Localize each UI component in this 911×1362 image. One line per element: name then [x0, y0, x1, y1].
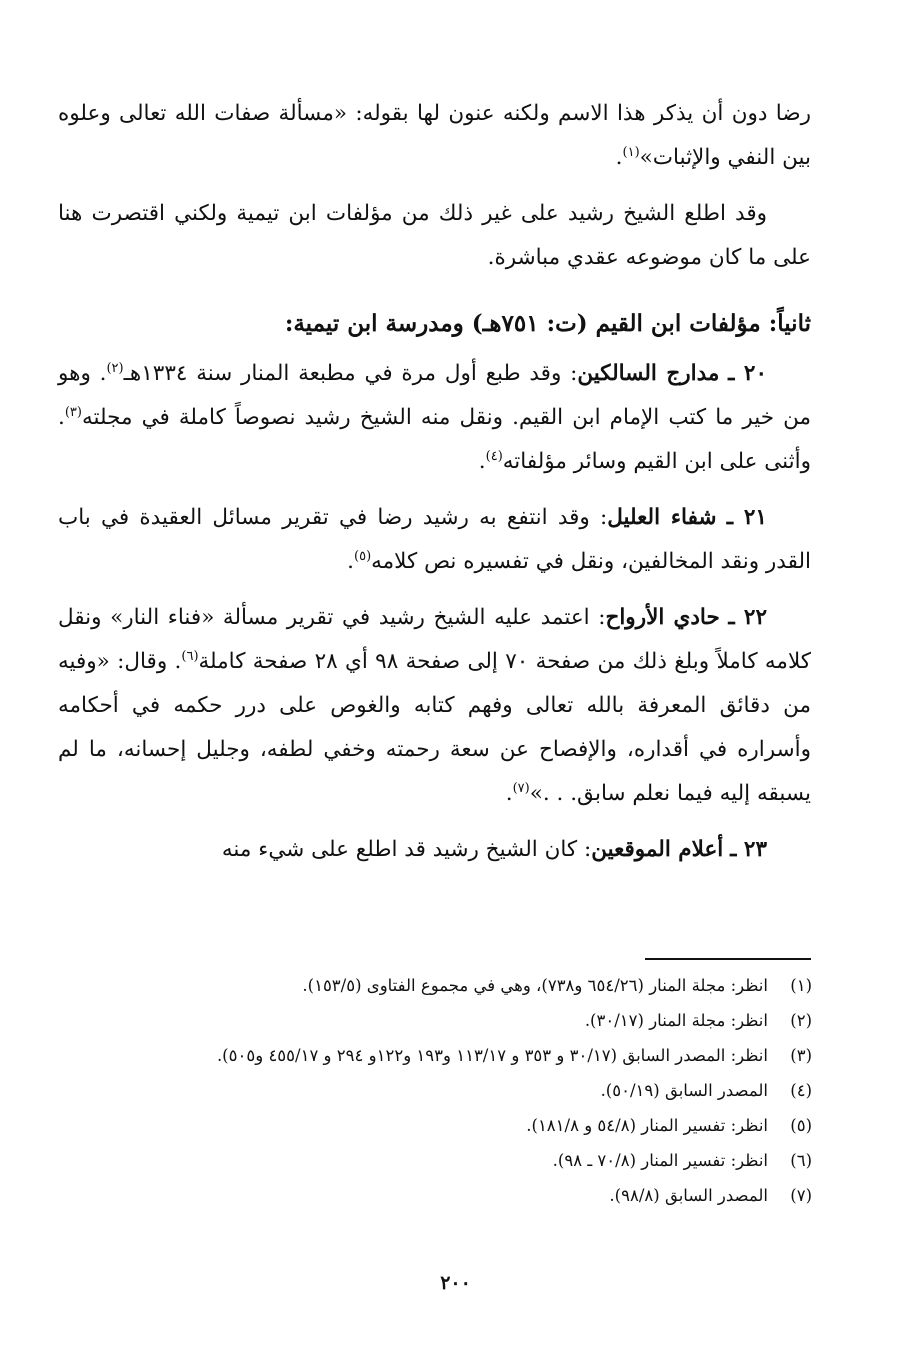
footnote-number: (٤): [790, 1081, 812, 1100]
item-21-text-1: : وقد انتفع به رشيد رضا في تقرير مسائل العقيدة في باب القدر ونقد المخالفين، ونقل في تفسيره نص كلامه: [58, 505, 811, 574]
paragraph-1-end: .: [615, 145, 623, 170]
list-item-21: [58, 496, 811, 584]
item-20-text-1: : وقد طبع أول مرة في مطبعة المنار سنة ١٣٣٤هـ: [123, 361, 578, 386]
item-22-text-3: .: [505, 781, 513, 806]
footnote-ref-4[interactable]: (٤): [485, 448, 503, 464]
footnote-number: (٧): [790, 1186, 812, 1205]
list-item-22: [58, 596, 811, 816]
footnote-number: (٦): [790, 1151, 812, 1170]
footnote-ref-7[interactable]: (٧): [512, 780, 530, 796]
footnote-2: [50, 1003, 812, 1038]
footnote-number: (٣): [790, 1046, 812, 1065]
item-20-text-3: . وأثنى على ابن القيم وسائر مؤلفاته: [58, 405, 811, 474]
item-21-number: ٢١ ـ: [726, 505, 767, 530]
item-22-text-1: : اعتمد عليه الشيخ رشيد في تقرير مسألة «فناء النار» ونقل كلامه كاملاً وبلغ ذلك من صفحة ٧٠ إلى صفحة ٩٨ أي ٢٨ صفحة كاملة: [58, 605, 812, 674]
item-22-number: ٢٢ ـ: [728, 605, 767, 630]
paragraph-1: [58, 92, 811, 180]
footnote-7: [50, 1178, 812, 1213]
item-23-text-1: : كان الشيخ رشيد قد اطلع على شيء منه: [221, 837, 592, 862]
footnote-number: (١): [790, 976, 812, 995]
item-20-text-2: . وهو من خير ما كتب الإمام ابن القيم. ونقل منه الشيخ رشيد نصوصاً كاملة في مجلته: [58, 361, 811, 430]
footnote-ref-6[interactable]: (٦): [181, 648, 199, 664]
footnote-text: انظر: مجلة المنار (٦٥٤/٢٦ و٧٣٨)، وهي في مجموع الفتاوى (١٥٣/٥).: [302, 976, 768, 995]
item-20-title: مدارج السالكين: [577, 361, 720, 386]
footnote-ref-2[interactable]: (٢): [106, 360, 124, 376]
main-text: [58, 92, 811, 884]
paragraph-1-text: رضا دون أن يذكر هذا الاسم ولكنه عنون لها بقوله: «مسألة صفات الله تعالى وعلوه بين النفي والإثبات»: [58, 101, 811, 170]
footnote-6: [50, 1143, 812, 1178]
footnote-ref-3[interactable]: (٣): [64, 404, 82, 420]
item-21-title: شفاء العليل: [607, 505, 717, 530]
item-22-title: حادي الأرواح: [605, 605, 720, 630]
paragraph-2: وقد اطلع الشيخ رشيد على غير ذلك من مؤلفات ابن تيمية ولكني اقتصرت هنا على ما كان موضوعه عقدي مباشرة.: [58, 201, 811, 270]
footnote-text: المصدر السابق (٥٠/١٩).: [600, 1081, 768, 1100]
footnote-4: [50, 1073, 812, 1108]
footnote-number: (٥): [790, 1116, 812, 1135]
footnote-number: (٢): [790, 1011, 812, 1030]
footnote-3: [50, 1038, 812, 1073]
footnote-text: انظر: تفسير المنار (٥٤/٨ و ١٨١/٨).: [526, 1116, 768, 1135]
item-23-title: أعلام الموقعين: [591, 837, 724, 862]
list-item-20: [58, 352, 811, 484]
item-20-number: ٢٠ ـ: [728, 361, 767, 386]
page-number: ٢٠٠: [440, 1272, 471, 1294]
footnote-1: [50, 968, 812, 1003]
footnote-ref-1[interactable]: (١): [622, 144, 640, 160]
footnotes: [50, 968, 812, 1213]
item-20-text-4: .: [478, 449, 486, 474]
footnote-text: انظر: المصدر السابق (٣٠/١٧ و ٣٥٣ و ١١٣/١٧ و١٩٣ و١٢٢و ٢٩٤ و ٤٥٥/١٧ و٥٠٥).: [216, 1046, 768, 1065]
item-22-text-2: . وقال: «وفيه من دقائق المعرفة بالله تعالى وفهم كتابه والغوص على درر حكمه في أحكامه وأسراره في أقداره، والإفصاح عن سعة رحمته وخفي لطفه، وجليل إحسانه، ما لم يسبقه إليه فيما نعلم سابق. . .»: [58, 649, 811, 806]
footnote-5: [50, 1108, 812, 1143]
list-item-23: [58, 828, 811, 872]
footnote-ref-5[interactable]: (٥): [354, 548, 372, 564]
section-heading: ثانياً: مؤلفات ابن القيم (ت: ٧٥١هـ) ومدرسة ابن تيمية:: [284, 310, 811, 337]
footnote-separator: [645, 958, 811, 960]
footnote-text: المصدر السابق (٩٨/٨).: [609, 1186, 768, 1205]
item-21-text-2: .: [347, 549, 354, 574]
item-23-number: ٢٣ ـ: [730, 837, 767, 862]
footnote-text: انظر: مجلة المنار (٣٠/١٧).: [584, 1011, 768, 1030]
footnote-text: انظر: تفسير المنار (٧٠/٨ ـ ٩٨).: [552, 1151, 768, 1170]
